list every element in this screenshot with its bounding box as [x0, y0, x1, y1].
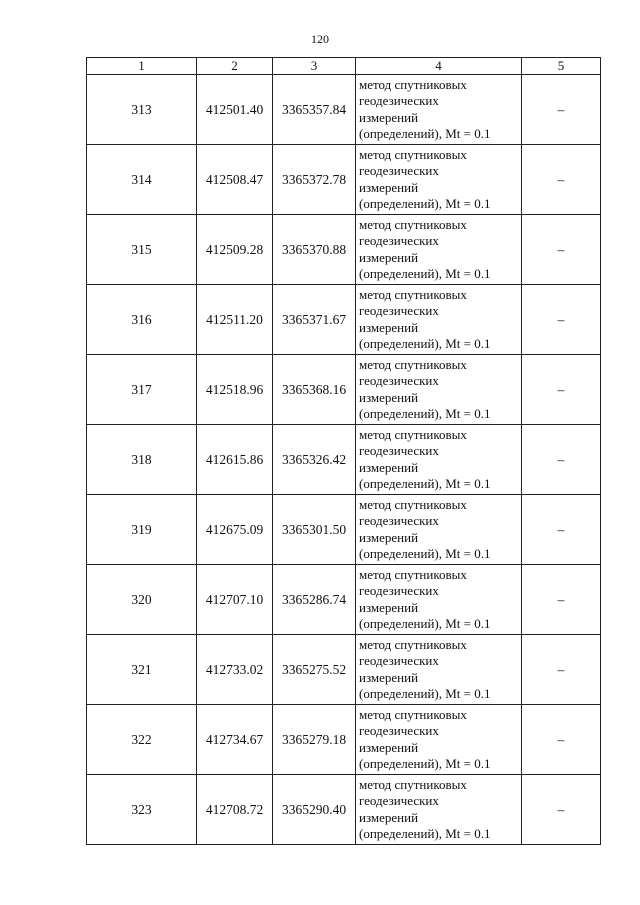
x-coordinate-cell: 412508.47: [197, 145, 273, 215]
method-line: (определений), Mt = 0.1: [359, 756, 491, 771]
method-line: измерений: [359, 249, 419, 265]
x-coordinate-cell: 412734.67: [197, 705, 273, 775]
method-line: метод спутниковых: [359, 76, 467, 92]
table-row: [87, 705, 601, 775]
method-line: (определений), Mt = 0.1: [359, 196, 491, 211]
method-cell: [356, 425, 522, 495]
header-cell-1: 1: [87, 58, 197, 75]
point-number-cell: 317: [87, 355, 197, 425]
y-coordinate-cell: 3365279.18: [273, 705, 356, 775]
table-row: [87, 635, 601, 705]
note-cell: –: [522, 75, 601, 145]
method-line: измерений: [359, 599, 419, 615]
table-row: [87, 285, 601, 355]
method-line: (определений), Mt = 0.1: [359, 826, 491, 841]
x-coordinate-cell: 412675.09: [197, 495, 273, 565]
method-line: метод спутниковых: [359, 566, 467, 582]
method-line: геодезических: [359, 653, 439, 668]
method-cell: [356, 145, 522, 215]
y-coordinate-cell: 3365326.42: [273, 425, 356, 495]
table-header-row: [87, 58, 601, 75]
method-line: метод спутниковых: [359, 706, 467, 722]
method-line: геодезических: [359, 303, 439, 318]
y-coordinate-cell: 3365286.74: [273, 565, 356, 635]
method-cell: [356, 635, 522, 705]
point-number-cell: 320: [87, 565, 197, 635]
y-coordinate-cell: 3365290.40: [273, 775, 356, 845]
method-cell: [356, 75, 522, 145]
note-cell: –: [522, 775, 601, 845]
table-row: [87, 75, 601, 145]
header-cell-2: 2: [197, 58, 273, 75]
method-line: геодезических: [359, 373, 439, 388]
method-cell: [356, 495, 522, 565]
x-coordinate-cell: 412518.96: [197, 355, 273, 425]
method-cell: [356, 285, 522, 355]
method-line: измерений: [359, 739, 419, 755]
point-number-cell: 323: [87, 775, 197, 845]
method-line: измерений: [359, 809, 419, 825]
coordinates-table: [86, 57, 601, 845]
x-coordinate-cell: 412615.86: [197, 425, 273, 495]
point-number-cell: 322: [87, 705, 197, 775]
y-coordinate-cell: 3365275.52: [273, 635, 356, 705]
header-cell-4: 4: [356, 58, 522, 75]
method-line: измерений: [359, 459, 419, 475]
y-coordinate-cell: 3365301.50: [273, 495, 356, 565]
method-line: геодезических: [359, 93, 439, 108]
page-number: 120: [311, 32, 329, 46]
method-line: (определений), Mt = 0.1: [359, 616, 491, 631]
method-line: геодезических: [359, 443, 439, 458]
note-cell: –: [522, 635, 601, 705]
x-coordinate-cell: 412511.20: [197, 285, 273, 355]
x-coordinate-cell: 412509.28: [197, 215, 273, 285]
table-row: [87, 565, 601, 635]
method-line: геодезических: [359, 793, 439, 808]
method-line: измерений: [359, 319, 419, 335]
method-cell: [356, 215, 522, 285]
method-line: геодезических: [359, 513, 439, 528]
method-line: измерений: [359, 179, 419, 195]
note-cell: –: [522, 425, 601, 495]
method-line: (определений), Mt = 0.1: [359, 546, 491, 561]
y-coordinate-cell: 3365370.88: [273, 215, 356, 285]
method-line: геодезических: [359, 233, 439, 248]
x-coordinate-cell: 412707.10: [197, 565, 273, 635]
method-line: (определений), Mt = 0.1: [359, 266, 491, 281]
y-coordinate-cell: 3365372.78: [273, 145, 356, 215]
method-line: геодезических: [359, 723, 439, 738]
table-row: [87, 425, 601, 495]
header-cell-5: 5: [522, 58, 601, 75]
method-line: метод спутниковых: [359, 286, 467, 302]
point-number-cell: 318: [87, 425, 197, 495]
note-cell: –: [522, 355, 601, 425]
x-coordinate-cell: 412501.40: [197, 75, 273, 145]
method-line: метод спутниковых: [359, 426, 467, 442]
note-cell: –: [522, 495, 601, 565]
method-line: измерений: [359, 389, 419, 405]
method-cell: [356, 705, 522, 775]
x-coordinate-cell: 412733.02: [197, 635, 273, 705]
note-cell: –: [522, 215, 601, 285]
method-line: (определений), Mt = 0.1: [359, 336, 491, 351]
method-line: измерений: [359, 109, 419, 125]
table-row: [87, 145, 601, 215]
method-line: (определений), Mt = 0.1: [359, 686, 491, 701]
table-row: [87, 355, 601, 425]
note-cell: –: [522, 285, 601, 355]
point-number-cell: 315: [87, 215, 197, 285]
method-line: метод спутниковых: [359, 146, 467, 162]
method-line: метод спутниковых: [359, 636, 467, 652]
method-cell: [356, 355, 522, 425]
method-line: метод спутниковых: [359, 776, 467, 792]
note-cell: –: [522, 565, 601, 635]
y-coordinate-cell: 3365371.67: [273, 285, 356, 355]
x-coordinate-cell: 412708.72: [197, 775, 273, 845]
header-cell-3: 3: [273, 58, 356, 75]
method-line: (определений), Mt = 0.1: [359, 476, 491, 491]
note-cell: –: [522, 705, 601, 775]
table-row: [87, 495, 601, 565]
method-line: геодезических: [359, 163, 439, 178]
point-number-cell: 313: [87, 75, 197, 145]
method-line: метод спутниковых: [359, 356, 467, 372]
method-cell: [356, 565, 522, 635]
method-line: метод спутниковых: [359, 216, 467, 232]
method-cell: [356, 775, 522, 845]
method-line: измерений: [359, 529, 419, 545]
method-line: геодезических: [359, 583, 439, 598]
point-number-cell: 319: [87, 495, 197, 565]
method-line: (определений), Mt = 0.1: [359, 406, 491, 421]
point-number-cell: 316: [87, 285, 197, 355]
y-coordinate-cell: 3365368.16: [273, 355, 356, 425]
table-row: [87, 775, 601, 845]
table-row: [87, 215, 601, 285]
point-number-cell: 321: [87, 635, 197, 705]
note-cell: –: [522, 145, 601, 215]
y-coordinate-cell: 3365357.84: [273, 75, 356, 145]
method-line: (определений), Mt = 0.1: [359, 126, 491, 141]
method-line: измерений: [359, 669, 419, 685]
method-line: метод спутниковых: [359, 496, 467, 512]
point-number-cell: 314: [87, 145, 197, 215]
